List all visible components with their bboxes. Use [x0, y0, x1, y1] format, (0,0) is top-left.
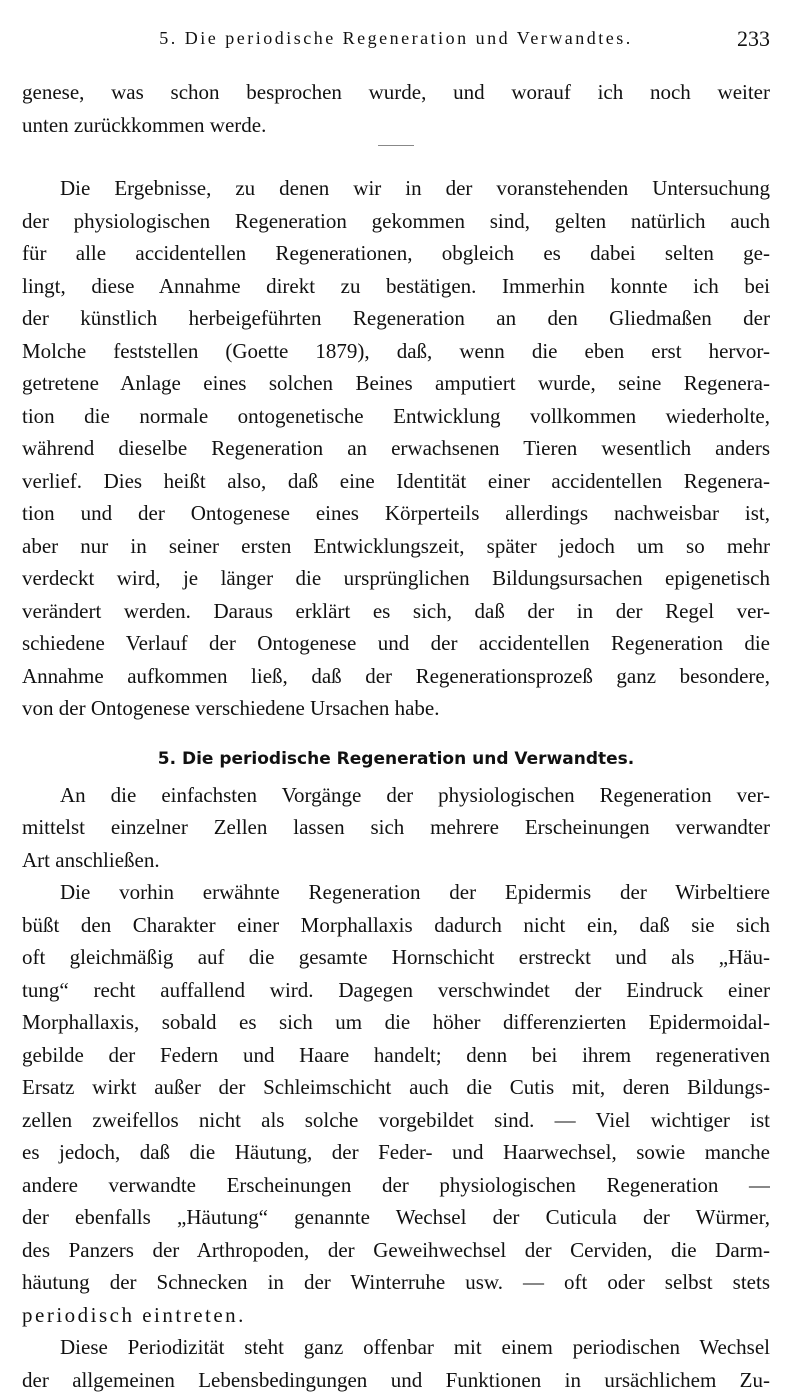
text-line: An die einfachsten Vorgänge der physiologischen Regeneration ver-: [22, 779, 770, 812]
text-line: Molche feststellen (Goette 1879), daß, wenn die eben erst hervor-: [22, 335, 770, 368]
paragraph-4: [22, 876, 770, 1331]
text-line: verändert werden. Daraus erklärt es sich, daß der in der Regel ver-: [22, 595, 770, 628]
text-line: unten zurückkommen werde.: [22, 109, 770, 142]
text-line: zellen zweifellos nicht als solche vorgebildet sind. — Viel wichtiger ist: [22, 1104, 770, 1137]
divider-rule: [378, 145, 414, 146]
text-line: getretene Anlage eines solchen Beines amputiert wurde, seine Regenera-: [22, 367, 770, 400]
text-line: andere verwandte Erscheinungen der physiologischen Regeneration —: [22, 1169, 770, 1202]
section-heading: 5. Die periodische Regeneration und Verwandtes.: [22, 745, 770, 773]
paragraph-5: [22, 1331, 770, 1396]
text-line: der physiologischen Regeneration gekommen sind, gelten natürlich auch: [22, 205, 770, 238]
page-number: 233: [737, 26, 770, 52]
text-line: von der Ontogenese verschiedene Ursachen habe.: [22, 692, 770, 725]
paragraph-1: [22, 76, 770, 141]
text-line: genese, was schon besprochen wurde, und worauf ich noch weiter: [22, 76, 770, 109]
paragraph-2: [22, 172, 770, 725]
text-line: Diese Periodizität steht ganz offenbar mit einem periodischen Wechsel: [22, 1331, 770, 1364]
text-line: es jedoch, daß die Häutung, der Feder- und Haarwechsel, sowie manche: [22, 1136, 770, 1169]
paragraph-3: [22, 779, 770, 877]
text-line: tung“ recht auffallend wird. Dagegen verschwindet der Eindruck einer: [22, 974, 770, 1007]
text-line: verlief. Dies heißt also, daß eine Identität einer accidentellen Regenera-: [22, 465, 770, 498]
text-line: Ersatz wirkt außer der Schleimschicht auch die Cutis mit, deren Bildungs-: [22, 1071, 770, 1104]
text-line: gebilde der Federn und Haare handelt; denn bei ihrem regenerativen: [22, 1039, 770, 1072]
text-line: mittelst einzelner Zellen lassen sich mehrere Erscheinungen verwandter: [22, 811, 770, 844]
text-line: Annahme aufkommen ließ, daß der Regenerationsprozeß ganz besondere,: [22, 660, 770, 693]
text-line: tion und der Ontogenese eines Körperteils allerdings nachweisbar ist,: [22, 497, 770, 530]
text-line: lingt, diese Annahme direkt zu bestätigen. Immerhin konnte ich bei: [22, 270, 770, 303]
text-line: für alle accidentellen Regenerationen, obgleich es dabei selten ge-: [22, 237, 770, 270]
text-line: des Panzers der Arthropoden, der Geweihwechsel der Cerviden, die Darm-: [22, 1234, 770, 1267]
text-line: der künstlich herbeigeführten Regeneration an den Gliedmaßen der: [22, 302, 770, 335]
running-title: 5. Die periodische Regeneration und Verwandtes.: [22, 28, 770, 49]
text-line: schiedene Verlauf der Ontogenese und der accidentellen Regeneration die: [22, 627, 770, 660]
body-text: [22, 76, 770, 1396]
text-line: häutung der Schnecken in der Winterruhe usw. — oft oder selbst stets: [22, 1266, 770, 1299]
text-line: Art anschließen.: [22, 844, 770, 877]
text-line: Die Ergebnisse, zu denen wir in der voranstehenden Untersuchung: [22, 172, 770, 205]
text-line: verdeckt wird, je länger die ursprünglichen Bildungsursachen epigenetisch: [22, 562, 770, 595]
text-line: büßt den Charakter einer Morphallaxis dadurch nicht ein, daß sie sich: [22, 909, 770, 942]
text-line: während dieselbe Regeneration an erwachsenen Tieren wesentlich anders: [22, 432, 770, 465]
text-line: Die vorhin erwähnte Regeneration der Epidermis der Wirbeltiere: [22, 876, 770, 909]
text-line: Morphallaxis, sobald es sich um die höher differenzierten Epidermoidal-: [22, 1006, 770, 1039]
text-line: oft gleichmäßig auf die gesamte Hornschicht erstreckt und als „Häu-: [22, 941, 770, 974]
text-line: tion die normale ontogenetische Entwicklung vollkommen wiederholte,: [22, 400, 770, 433]
text-line: der allgemeinen Lebensbedingungen und Funktionen in ursächlichem Zu-: [22, 1364, 770, 1396]
running-head: [22, 26, 770, 56]
text-line: periodisch eintreten.: [22, 1299, 770, 1332]
text-line: aber nur in seiner ersten Entwicklungszeit, später jedoch um so mehr: [22, 530, 770, 563]
text-line: der ebenfalls „Häutung“ genannte Wechsel der Cuticula der Würmer,: [22, 1201, 770, 1234]
